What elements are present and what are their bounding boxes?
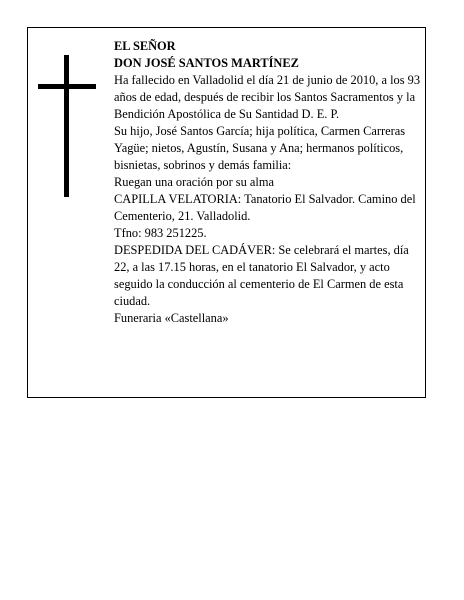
cross-vertical-bar	[64, 55, 69, 197]
funeral-home: Funeraria «Castellana»	[114, 311, 229, 325]
family-list: Su hijo, José Santos García; hija política, Carmen Carreras Yagüe; nietos, Agustín, Susana y Ana; hermanos políticos, bisnietas, sobrinos y demás familia:	[114, 124, 406, 172]
chapel-info: CAPILLA VELATORIA: Tanatorio El Salvador. Camino del Cementerio, 21. Valladolid.	[114, 192, 416, 223]
deceased-name: DON JOSÉ SANTOS MARTÍNEZ	[114, 56, 299, 70]
cross-icon	[38, 55, 96, 197]
heading-title: EL SEÑOR	[114, 39, 176, 53]
funeral-details: DESPEDIDA DEL CADÁVER: Se celebrará el martes, día 22, a las 17.15 horas, en el tanatorio El Salvador, y acto seguido la conducción al cementerio de El Carmen de esta ciudad.	[114, 243, 409, 308]
obituary-text	[114, 38, 422, 327]
cross-horizontal-bar	[38, 84, 96, 89]
phone-number: Tfno: 983 251225.	[114, 226, 207, 240]
prayer-request: Ruegan una oración por su alma	[114, 175, 274, 189]
death-announcement: Ha fallecido en Valladolid el día 21 de junio de 2010, a los 93 años de edad, después de recibir los Santos Sacramentos y la Bendición Apostólica de Su Santidad D. E. P.	[114, 73, 421, 121]
